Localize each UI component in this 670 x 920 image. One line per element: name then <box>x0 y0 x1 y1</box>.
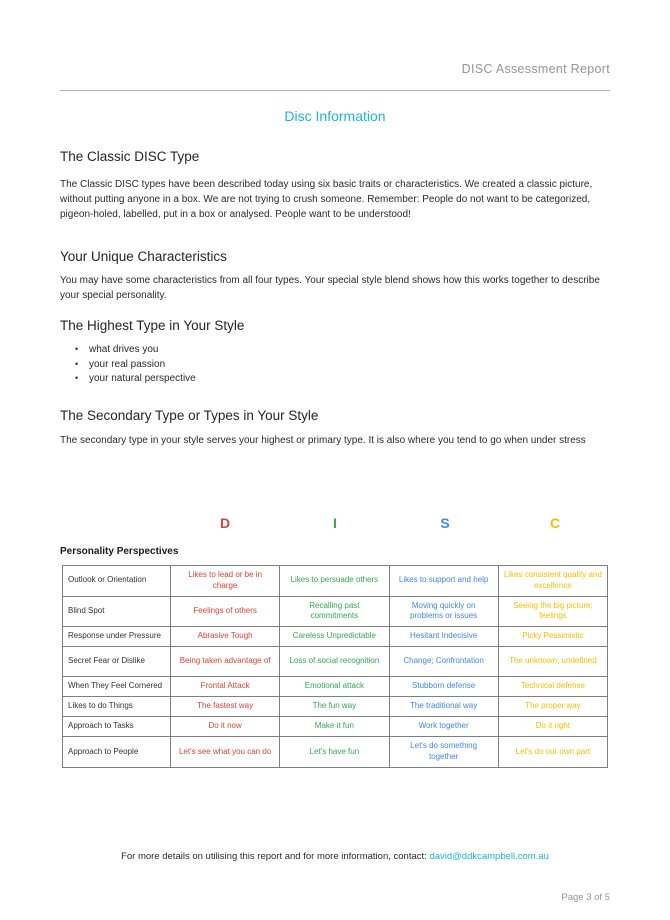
report-header-title: DISC Assessment Report <box>461 62 610 76</box>
personality-perspectives-table <box>62 565 608 768</box>
i-cell: Careless Unpredictable <box>280 627 389 647</box>
i-cell: Recalling past commitments <box>280 596 389 627</box>
row-label-cell: Response under Pressure <box>63 627 171 647</box>
footer-contact-text: For more details on utilising this report and for more information, contact: <box>121 851 427 862</box>
disc-letter-d: D <box>219 515 231 531</box>
section-heading-secondary-type: The Secondary Type or Types in Your Style <box>60 408 319 423</box>
table-row <box>63 566 608 597</box>
c-cell: Let's do our own part <box>498 737 607 768</box>
i-cell: Let's have fun <box>280 737 389 768</box>
row-label-cell: When They Feel Cornered <box>63 677 171 697</box>
row-label-cell: Likes to do Things <box>63 697 171 717</box>
d-cell: Feelings of others <box>171 596 280 627</box>
s-cell: Likes to support and help <box>389 566 498 597</box>
bullet-item: • your natural perspective <box>75 372 196 387</box>
d-cell: The fastest way <box>171 697 280 717</box>
c-cell: Picky Pessimistic <box>498 627 607 647</box>
s-cell: Work together <box>389 717 498 737</box>
d-cell: Abrasive Tough <box>171 627 280 647</box>
c-cell: Likes consistent quality and excellence <box>498 566 607 597</box>
section-heading-highest-type: The Highest Type in Your Style <box>60 318 245 333</box>
section-heading-unique-characteristics: Your Unique Characteristics <box>60 249 227 264</box>
s-cell: Moving quickly on problems or issues <box>389 596 498 627</box>
c-cell: The unknown; undefined <box>498 647 607 677</box>
disc-letter-i: I <box>333 515 337 531</box>
table-row <box>63 647 608 677</box>
disc-column-letters <box>170 515 610 531</box>
s-cell: Hesitant Indecisive <box>389 627 498 647</box>
section-heading-classic-disc-type: The Classic DISC Type <box>60 149 200 164</box>
i-cell: Make it fun <box>280 717 389 737</box>
s-cell: Stubborn defense <box>389 677 498 697</box>
contact-email-link[interactable]: david@ddkcampbell.com.au <box>429 851 549 862</box>
d-cell: Frontal Attack <box>171 677 280 697</box>
s-cell: The traditional way <box>389 697 498 717</box>
row-label-cell: Approach to People <box>63 737 171 768</box>
paragraph-unique-characteristics: You may have some characteristics from all four types. Your special style blend shows how this works together to describe your special personality. <box>60 275 600 302</box>
table-row <box>63 717 608 737</box>
header-divider <box>60 90 610 91</box>
i-cell: Emotional attack <box>280 677 389 697</box>
c-cell: Technical defense <box>498 677 607 697</box>
highest-type-bullet-list <box>75 343 196 387</box>
d-cell: Let's see what you can do <box>171 737 280 768</box>
table-row <box>63 627 608 647</box>
s-cell: Let's do something together <box>389 737 498 768</box>
page-number: Page 3 of 5 <box>561 892 610 903</box>
row-label-cell: Secret Fear or Dislike <box>63 647 171 677</box>
table-row <box>63 737 608 768</box>
bullet-item: • what drives you <box>75 343 196 358</box>
d-cell: Likes to lead or be in charge <box>171 566 280 597</box>
d-cell: Do it now <box>171 717 280 737</box>
s-cell: Change; Confrontation <box>389 647 498 677</box>
page-title: Disc Information <box>284 108 386 124</box>
row-label-cell: Outlook or Orientation <box>63 566 171 597</box>
disc-letter-c: C <box>549 515 561 531</box>
i-cell: Loss of social recognition <box>280 647 389 677</box>
i-cell: Likes to persuade others <box>280 566 389 597</box>
c-cell: Seeing the big picture; feelings <box>498 596 607 627</box>
paragraph-classic-disc-type: The Classic DISC types have been described today using six basic traits or characteristics. We created a classic picture, without putting anyone in a box. We are not trying to crush someone. Remember: People do not want to be categorized, pigeon-holed, labelled, put in a box or analysed. People want to be understood! <box>60 179 593 221</box>
d-cell: Being taken advantage of <box>171 647 280 677</box>
c-cell: Do it right <box>498 717 607 737</box>
disc-letter-s: S <box>440 515 450 531</box>
table-row <box>63 697 608 717</box>
footer-contact-line <box>60 851 610 862</box>
row-label-cell: Approach to Tasks <box>63 717 171 737</box>
bullet-item: • your real passion <box>75 358 196 373</box>
row-label-cell: Blind Spot <box>63 596 171 627</box>
table-row <box>63 596 608 627</box>
c-cell: The proper way <box>498 697 607 717</box>
i-cell: The fun way <box>280 697 389 717</box>
table-title-personality-perspectives: Personality Perspectives <box>60 546 179 557</box>
table-row <box>63 677 608 697</box>
paragraph-secondary-type: The secondary type in your style serves your highest or primary type. It is also where you tend to go when under stress <box>60 435 586 446</box>
